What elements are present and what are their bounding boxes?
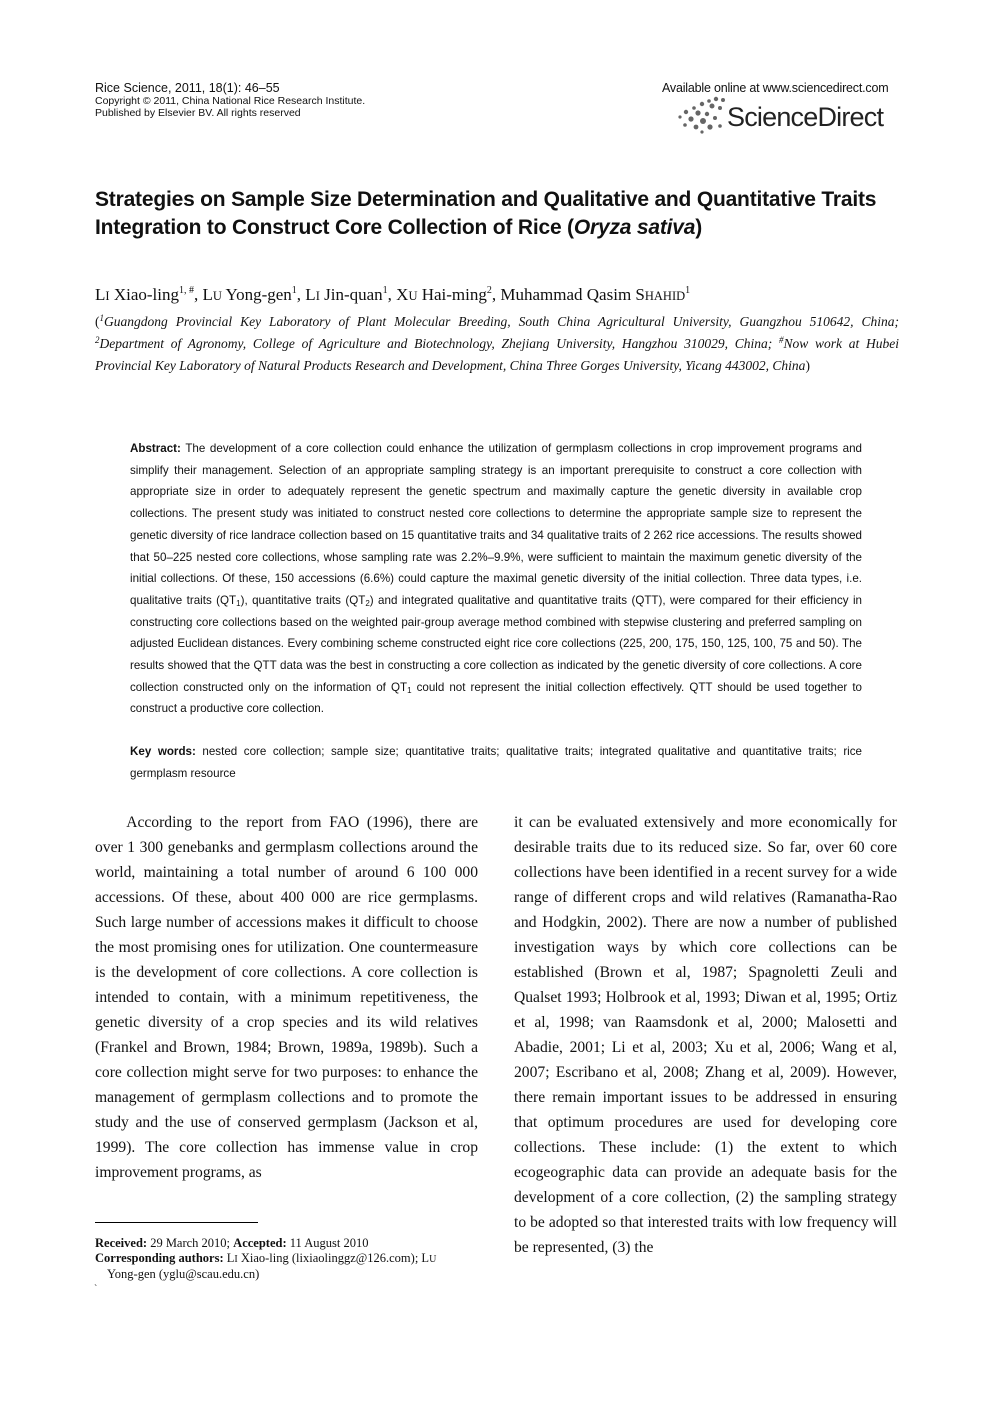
author-5: Muhammad Qasim SHAHID$^1$ — [500, 285, 691, 304]
corresponding-authors-footnote-cont: Yong-gen (yglu@scau.edu.cn) — [107, 1267, 260, 1281]
affiliations: ($^1$Guangdong Provincial Key Laboratory of Plant Molecular Breeding, South China Agricultural University, Guangzhou 510642, China; $^2$Department of Agronomy, College of Agriculture and Biotechnology, Zhejiang University, Hangzhou 310029, China; #Now work at Hubei Provincial Key Laboratory of Natural Products Research and Development, China Three Gorges University, Yicang 443002, China) — [95, 313, 899, 373]
corresponding-authors-footnote: Corresponding authors: LI Xiao-ling (lixiaolinggz@126.com); LU — [95, 1251, 437, 1265]
body-column-right — [514, 810, 897, 1260]
available-online-text: Available online at www.sciencedirect.com — [662, 81, 889, 95]
abstract: Abstract: The development of a core collection could enhance the utilization of germplasm collections in crop improvement programs and simplify their management. Selection of an appropriate sampling strategy is an important prerequisite to construct a core collection with appropriate size in order to adequately represent the genetic spectrum and maximally capture the genetic diversity in available crop collections. The present study was initiated to construct nested core collections to determine the appropriate sample size to represent the genetic diversity of rice landrace collection based on 15 quantitative traits and 34 qualitative traits of 2 262 rice accessions. The results showed that 50–225 nested core collections, whose sampling rate was 2.2%–9.9%, were sufficient to maintain the maximum genetic diversity of the initial collections. Of these, 150 accessions (6.6%) could capture the maximal genetic diversity of the initial collection. Three data types, i.e. qualitative traits $(QT_1)$, quantitative traits $(QT_2)$ and integrated qualitative and quantitative traits (QTT), were compared for their efficiency in constructing core collections based on the weighted pair-group average method combined with stepwise clustering and preferred sampling on adjusted Euclidean distances. Every combining scheme constructed eight rice core collections (225, 200, 175, 150, 125, 100, 75 and 50). The results showed that the QTT data was the best in constructing a core collection as indicated by the genetic diversity of core collections. A core collection constructed only on the information of $QT_1$ could not represent the initial collection effectively. QTT should be used together to construct a productive core collection. — [130, 442, 863, 716]
author-4: XU Hai-ming$^2$, — [396, 285, 501, 304]
article-title — [95, 186, 895, 242]
publisher-line: Published by Elsevier BV. All rights reserved — [95, 107, 301, 119]
body-column-left — [95, 810, 478, 1185]
keywords-label: Key words: — [130, 745, 196, 758]
author-1: LI Xiao-ling$^{1, \#}$, — [95, 285, 203, 304]
title-close: ) — [695, 216, 703, 239]
stray-mark: ` — [94, 1284, 98, 1295]
body-paragraph-continued: it can be evaluated extensively and more economically for desirable traits due to its reduced size. So far, over 60 core collections have been identified in a recent survey for a wide range of different crops and wild relatives (Ramanatha-Rao and Hodgkin, 2002). There are now a number of published investigation ways by which core collections can be established (Brown et al, 1987; Spagnoletti Zeuli and Qualset 1993; Holbrook et al, 1993; Diwan et al, 1995; Ortiz et al, 1998; van Raamsdonk et al, 2000; Malosetti and Abadie, 2001; Li et al, 2003; Xu et al, 2006; Wang et al, 2007; Escribano et al, 2008; Zhang et al, 2009). However, there remain important issues to be addressed in ensuring that optimum procedures are used for developing core collections. These include: (1) the extent to which ecogeographic data can provide an adequate basis for the development of a core collection, (2) the sampling strategy to be adopted so that interested traits with low frequency will be represented, (3) the — [514, 814, 897, 1256]
author-list — [95, 285, 690, 305]
footnotes — [95, 1236, 478, 1282]
author-3: LI Jin-quan$^1$, — [305, 285, 397, 304]
copyright-line: Copyright © 2011, China National Rice Research Institute. — [95, 95, 366, 107]
footnote-rule — [95, 1222, 258, 1223]
affiliation-2: Department of Agronomy, College of Agriculture and Biotechnology, Zhejiang University, Hangzhou 310029, China; — [99, 336, 779, 351]
affiliation-1: Guangdong Provincial Key Laboratory of Plant Molecular Breeding, South China Agricultural University, Guangzhou 510642, China; — [104, 314, 899, 329]
sciencedirect-brand: ScienceDirect — [727, 102, 884, 132]
dates-footnote: Received: 29 March 2010; Accepted: 11 August 2010 — [95, 1236, 369, 1250]
abstract-label: Abstract: — [130, 442, 181, 455]
title-species: Oryza sativa — [573, 216, 696, 239]
keywords: Key words: nested core collection; sample size; quantitative traits; qualitative traits; integrated qualitative and quantitative traits; rice germplasm resource — [130, 745, 862, 780]
affiliation-3: Now work at Hubei Provincial Key Laboratory of Natural Products Research and Development, China Three Gorges University, Yicang 443002, China — [95, 336, 899, 373]
title-main: Strategies on Sample Size Determination and Qualitative and Quantitative Traits Integration to Construct Core Collection of Rice ( — [95, 188, 877, 239]
journal-citation: Rice Science, 2011, 18(1): 46–55 — [95, 81, 280, 95]
author-2: LU Yong-gen$^1$, — [202, 285, 306, 304]
journal-header — [95, 82, 365, 119]
sciencedirect-logo — [660, 81, 900, 136]
body-paragraph: According to the report from FAO (1996), there are over 1 300 genebanks and germplasm collections around the world, maintaining a total number of around 6 100 000 accessions. Of these, about 400 000 are rice germplasms. Such large number of accessions makes it difficult to choose the most promising ones for utilization. One countermeasure is the development of core collections. A core collection is intended to contain, with a minimum repetitiveness, the genetic diversity of a crop species and its wild relatives (Frankel and Brown, 1984; Brown, 1989a, 1989b). Such a core collection might serve for two purposes: to enhance the management of germplasm collections and to promote the study and the use of conserved germplasm (Jackson et al, 1999). The core collection has immense value in crop improvement programs, as — [95, 814, 478, 1181]
